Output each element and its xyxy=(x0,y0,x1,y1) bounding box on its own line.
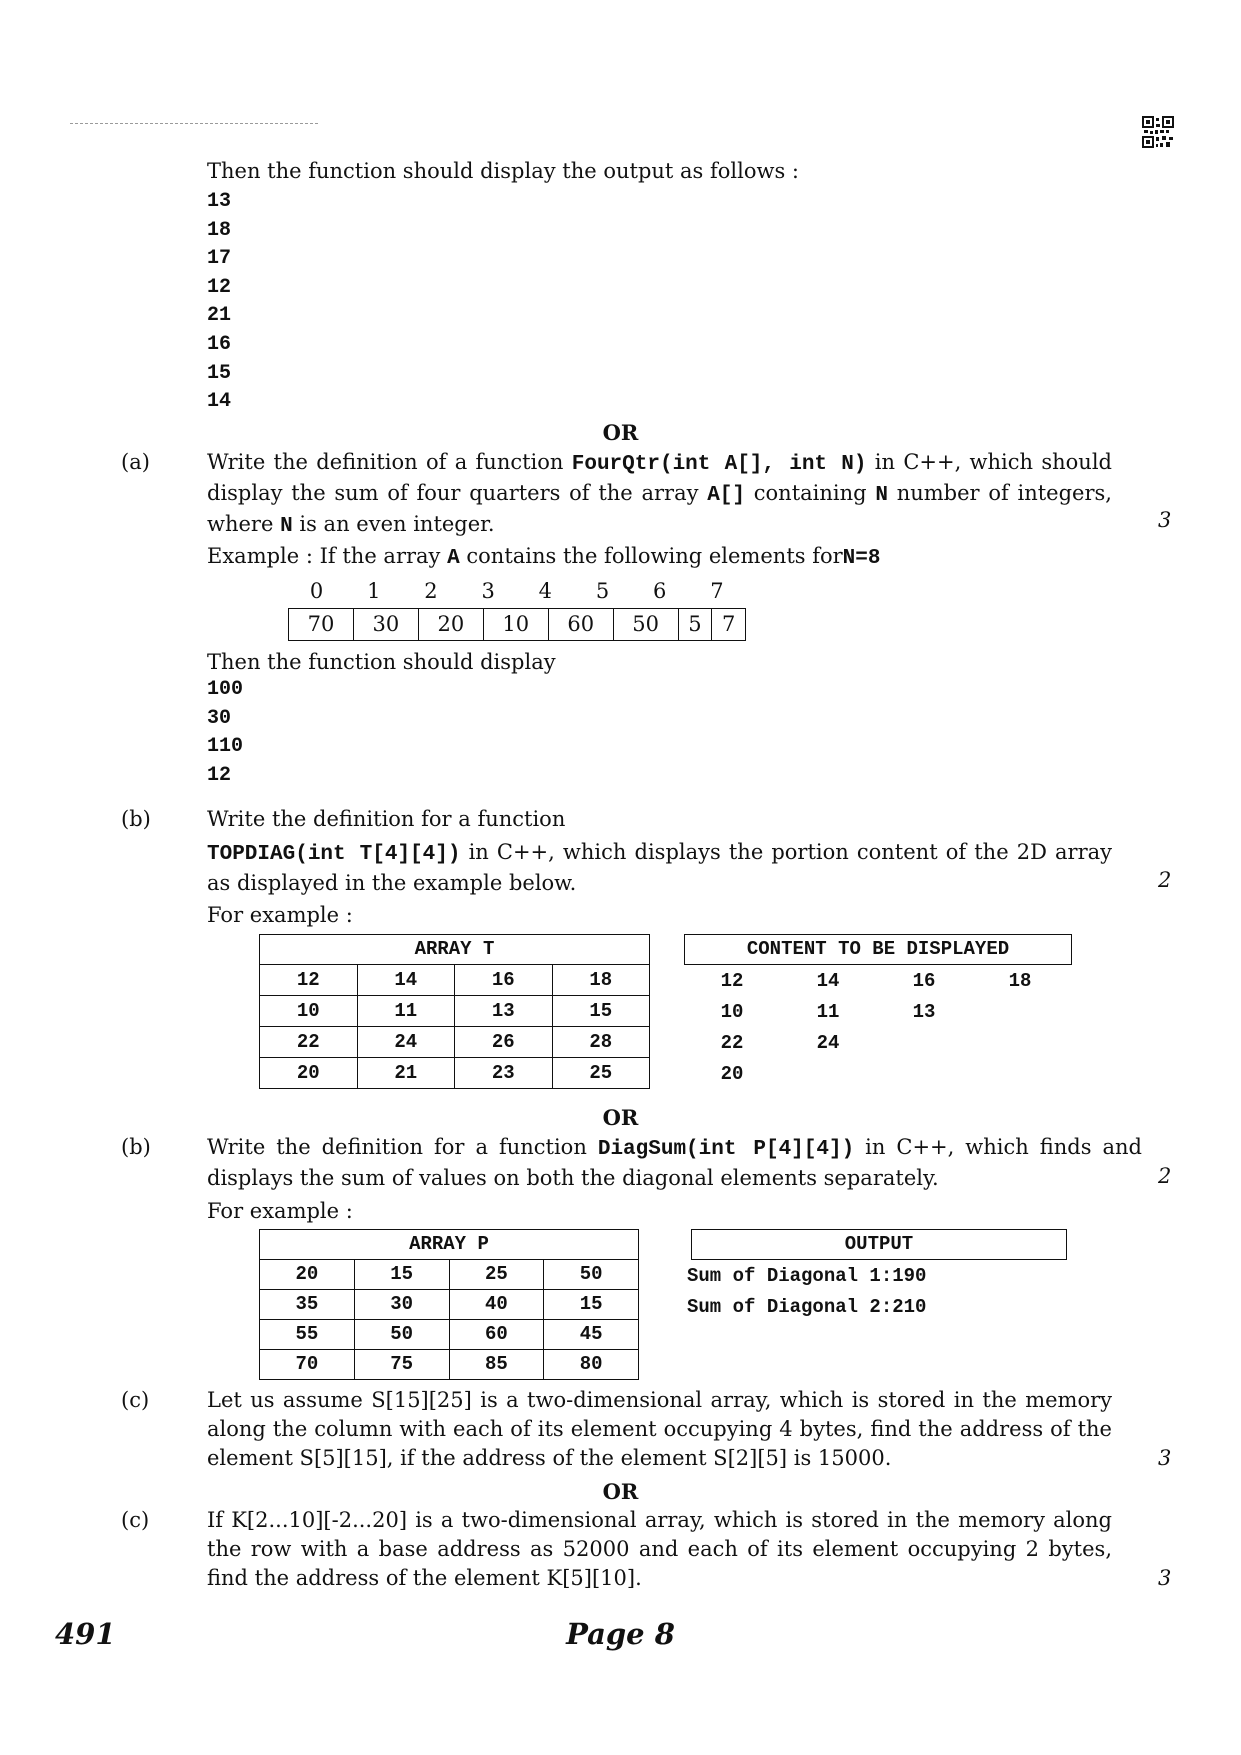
array-index: 3 xyxy=(481,579,495,603)
array-index: 4 xyxy=(538,579,553,603)
question-a-text xyxy=(207,448,1112,541)
array-index: 0 xyxy=(309,579,324,603)
array-cell: 13 xyxy=(455,996,553,1027)
array-cell: 30 xyxy=(353,609,418,641)
array-title: ARRAY P xyxy=(260,1230,639,1260)
content-title-box: CONTENT TO BE DISPLAYED xyxy=(684,934,1072,965)
array-t-table xyxy=(259,934,650,1089)
array-cell: 25 xyxy=(552,1058,650,1089)
array-cell: 7 xyxy=(712,609,746,641)
question-label: (c) xyxy=(121,1508,150,1532)
array-cell: 35 xyxy=(260,1290,355,1320)
n-variable: N xyxy=(280,515,293,538)
marks: 3 xyxy=(1158,508,1172,532)
content-cell: 16 xyxy=(912,970,936,992)
array-cell: 24 xyxy=(357,1027,455,1058)
question-c1-text: Let us assume S[15][25] is a two-dimensional array, which is stored in the memory along the column with each of its element occupying 4 bytes, find the address of the element S[5][15], if the address of the element S[2][5] is 15000. xyxy=(207,1388,1112,1470)
question-b1-rest: in C++, which displays the portion content of the 2D array as displayed in the example below. xyxy=(207,840,1112,895)
array-cell: 20 xyxy=(260,1260,355,1290)
output-value: 21 xyxy=(207,304,232,328)
question-a-mid2: containing xyxy=(753,481,867,505)
content-grid xyxy=(684,966,1068,1090)
question-b2-rest: in C++, which finds and displays the sum of values on both the diagonal elements separately. xyxy=(207,1135,1142,1190)
example-line xyxy=(207,542,1119,573)
array-cell: 70 xyxy=(260,1350,355,1380)
array-cell: 14 xyxy=(357,965,455,996)
output-lines xyxy=(687,1261,926,1323)
question-a-pre: Write the definition of a function xyxy=(207,450,564,474)
array-cell: 45 xyxy=(544,1320,639,1350)
output-value: 17 xyxy=(207,247,232,271)
output-value: 13 xyxy=(207,190,232,213)
display-values-list xyxy=(207,676,243,790)
marks: 3 xyxy=(1158,1446,1172,1470)
output-values-list xyxy=(207,188,231,417)
array-cell: 25 xyxy=(449,1260,544,1290)
content-cell: 20 xyxy=(720,1063,744,1085)
question-label: (b) xyxy=(121,1135,151,1159)
function-signature: DiagSum(int P[4][4]) xyxy=(597,1138,855,1161)
array-cell: 60 xyxy=(449,1320,544,1350)
question-label: (c) xyxy=(121,1388,150,1412)
array-cell: 50 xyxy=(354,1320,449,1350)
array-cell: 10 xyxy=(483,609,548,641)
array-cell: 40 xyxy=(449,1290,544,1320)
question-label: (b) xyxy=(121,807,151,831)
array-cell: 18 xyxy=(552,965,650,996)
array-index: 1 xyxy=(367,579,381,603)
display-intro: Then the function should display xyxy=(207,650,556,674)
qr-code-icon xyxy=(1142,116,1174,148)
content-cell: 12 xyxy=(720,970,744,992)
output-intro: Then the function should display the output as follows : xyxy=(207,159,799,183)
array-cell: 26 xyxy=(455,1027,553,1058)
question-a-mid1: in C++, which should display the sum of four quarters of the array xyxy=(207,450,1112,505)
array-cell: 11 xyxy=(357,996,455,1027)
question-b2-pre: Write the definition for a function xyxy=(207,1135,587,1159)
output-value: 18 xyxy=(207,218,232,242)
output-value: 15 xyxy=(207,361,232,385)
output-line: Sum of Diagonal 1:190 xyxy=(687,1265,927,1287)
display-value: 30 xyxy=(207,706,232,730)
content-cell: 11 xyxy=(816,1001,840,1023)
array-a-table xyxy=(288,608,746,641)
n-variable: N xyxy=(875,484,888,507)
example-pre: Example : If the array xyxy=(207,544,441,568)
array-cell: 30 xyxy=(354,1290,449,1320)
array-cell: 70 xyxy=(289,609,354,641)
array-cell: 55 xyxy=(260,1320,355,1350)
function-signature: TOPDIAG(int T[4][4]) xyxy=(207,843,461,866)
array-cell: 80 xyxy=(544,1350,639,1380)
array-cell: 22 xyxy=(260,1027,358,1058)
content-cell: 24 xyxy=(816,1032,840,1054)
output-value: 16 xyxy=(207,332,232,356)
or-divider: OR xyxy=(602,1479,639,1504)
question-a-post: is an even integer. xyxy=(299,512,495,536)
content-cell: 13 xyxy=(912,1001,936,1023)
function-signature: FourQtr(int A[], int N) xyxy=(571,453,867,476)
display-value: 12 xyxy=(207,763,232,787)
array-cell: 50 xyxy=(613,609,678,641)
question-b2-text xyxy=(207,1133,1142,1193)
array-index: 6 xyxy=(653,579,667,603)
or-divider: OR xyxy=(602,420,639,445)
marks: 3 xyxy=(1158,1566,1172,1590)
array-cell: 15 xyxy=(552,996,650,1027)
output-title-box: OUTPUT xyxy=(691,1229,1067,1260)
array-cell: 12 xyxy=(260,965,358,996)
array-cell: 23 xyxy=(455,1058,553,1089)
content-cell: 10 xyxy=(720,1001,744,1023)
array-cell: 28 xyxy=(552,1027,650,1058)
output-value: 12 xyxy=(207,275,232,299)
array-index-row xyxy=(288,577,746,606)
question-b1-line1: Write the definition for a function xyxy=(207,807,566,831)
array-cell: 15 xyxy=(354,1260,449,1290)
array-cell: 16 xyxy=(455,965,553,996)
marks: 2 xyxy=(1158,1164,1172,1188)
content-cell: 14 xyxy=(816,970,840,992)
question-c2-text: If K[2...10][-2...20] is a two-dimensional array, which is stored in the memory along the row with a base address as 52000 and each of its element occupying 2 bytes, find the address of the element K[5][10]. xyxy=(207,1508,1112,1590)
example-mid: contains the following elements for xyxy=(466,544,843,568)
array-index: 5 xyxy=(595,579,610,603)
content-cell: 18 xyxy=(1008,970,1032,992)
array-cell: 20 xyxy=(418,609,483,641)
question-b1-text xyxy=(207,838,1112,898)
array-cell: 50 xyxy=(544,1260,639,1290)
display-value: 110 xyxy=(207,735,244,759)
array-index: 2 xyxy=(424,579,438,603)
question-label: (a) xyxy=(121,450,150,474)
array-name: A[] xyxy=(707,484,746,507)
array-cell: 75 xyxy=(354,1350,449,1380)
array-index: 7 xyxy=(710,579,724,603)
array-cell: 20 xyxy=(260,1058,358,1089)
array-cell: 5 xyxy=(678,609,712,641)
array-cell: 15 xyxy=(544,1290,639,1320)
header-rule xyxy=(70,123,318,124)
marks: 2 xyxy=(1158,868,1172,892)
array-cell: 60 xyxy=(548,609,613,641)
paper-code: 491 xyxy=(55,1617,116,1651)
array-cell: 21 xyxy=(357,1058,455,1089)
page-number: Page 8 xyxy=(566,1617,675,1651)
or-divider: OR xyxy=(602,1105,639,1130)
array-cell: 10 xyxy=(260,996,358,1027)
for-example: For example : xyxy=(207,903,353,927)
for-example: For example : xyxy=(207,1199,353,1223)
array-name: A xyxy=(447,547,460,570)
question-a-mid3: number of integers, where xyxy=(207,481,1112,536)
n-value: N=8 xyxy=(842,547,881,570)
content-cell: 22 xyxy=(720,1032,744,1054)
array-p-table xyxy=(259,1229,639,1380)
output-value: 14 xyxy=(207,390,232,414)
display-value: 100 xyxy=(207,678,244,701)
array-title: ARRAY T xyxy=(260,935,650,965)
output-line: Sum of Diagonal 2:210 xyxy=(687,1296,927,1318)
array-cell: 85 xyxy=(449,1350,544,1380)
